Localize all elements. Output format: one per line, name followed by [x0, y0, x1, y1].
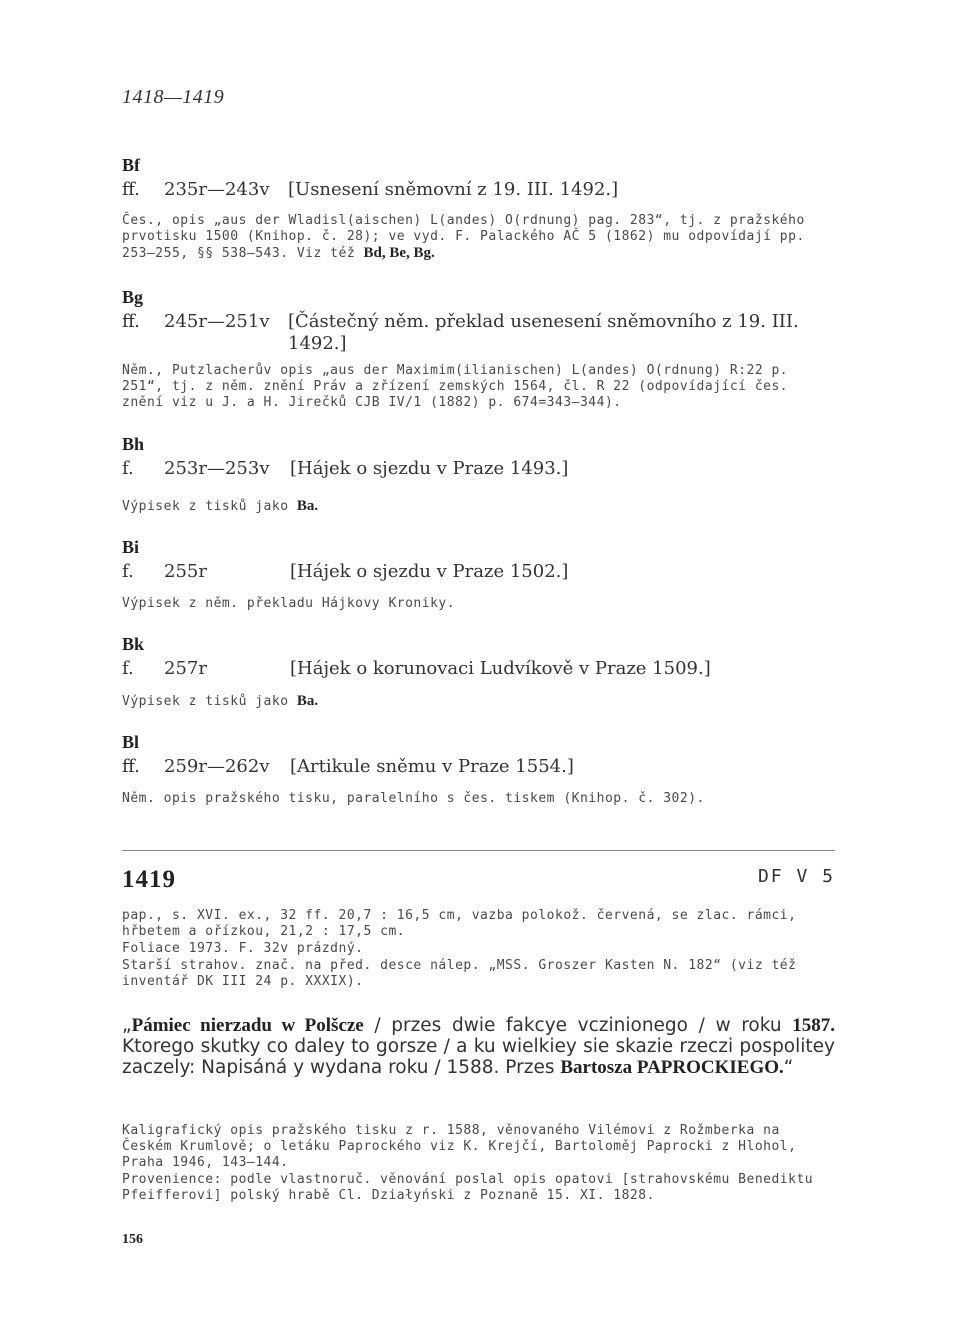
title-bold-1: Pámiec nierzadu w Polšcze [131, 1015, 364, 1036]
folio-line-bg [122, 311, 799, 355]
note-bl: Něm. opis pražského tisku, paralelního s čes. tiskem (Knihop. č. 302). [122, 791, 705, 806]
folio-range: 253r—253v [164, 458, 270, 479]
entry-older-marks: Starší strahov. znač. na před. desce nálep. „MSS. Groszer Kasten N. 182“ (viz též inventář DK III 24 p. XXXIX). [122, 958, 797, 989]
folio-title: [Částečný něm. překlad usenesení sněmovního z 19. III. [288, 311, 799, 332]
siglum-bl: Bl [122, 732, 140, 752]
folio-title: [Hájek o korunovaci Ludvíkově v Praze 1509.] [290, 658, 711, 679]
note-text: Čes., opis „aus der Wladisl(aischen) L(andes) O(rdnung) pag. 283“, tj. z pražského prvotisku 1500 (Knihop. č. 28); ve vyd. F. Palackého AČ 5 (1862) mu odpovídají pp. 253—255, §§ 538—543. Viz též [122, 213, 805, 261]
folio-line-bh [122, 458, 568, 479]
folio-prefix: ff. [122, 179, 140, 200]
title-text-2: Ktorego skutky co daley to gorsze / a ku wielkiey sie skazie rzeczi pospolitey zaczely: Napisáná y wydana roku / 1588. Przes [122, 1036, 835, 1078]
title-bold-2: 1587. [792, 1015, 835, 1036]
siglum-bg: Bg [122, 287, 144, 307]
folio-title: [Usnesení sněmovní z 19. III. 1492.] [288, 179, 619, 200]
siglum-bi: Bi [122, 537, 140, 557]
entry-title [122, 1015, 835, 1078]
folio-prefix: f. [122, 561, 134, 582]
folio-prefix: ff. [122, 756, 140, 777]
folio-title: [Hájek o sjezdu v Praze 1502.] [290, 561, 569, 582]
folio-range: 235r—243v [164, 179, 270, 200]
folio-line-bi [122, 561, 568, 582]
folio-line-bl [122, 756, 574, 777]
running-head: 1418—1419 [122, 86, 225, 108]
siglum-bh: Bh [122, 434, 145, 454]
folio-title: [Artikule sněmu v Praze 1554.] [290, 756, 574, 777]
note-reference: Bd, Be, Bg. [363, 245, 435, 261]
folio-line-bf [122, 179, 618, 200]
page-number: 156 [122, 1232, 143, 1247]
title-text-1: / przes dwie fakcye vczinionego / w roku [363, 1015, 793, 1036]
siglum-bk: Bk [122, 634, 145, 654]
note-reference: Ba. [296, 693, 319, 709]
folio-prefix: f. [122, 658, 134, 679]
section-divider [122, 850, 835, 851]
entry-commentary: Kaligrafický opis pražského tisku z r. 1588, věnovaného Vilémovi z Rožmberka na Českém Krumlově; o letáku Paprockého viz K. Krejčí, Bartoloměj Paprocki z Hlohol, Praha 1946, 143—144. [122, 1123, 797, 1170]
note-text: Výpisek z tisků jako [122, 499, 297, 514]
folio-range: 255r [164, 561, 207, 582]
siglum-bf: Bf [122, 155, 140, 175]
entry-foliation: Foliace 1973. F. 32v prázdný. [122, 941, 364, 956]
quote-open: „ [122, 1015, 132, 1036]
note-text: Výpisek z tisků jako [122, 694, 297, 709]
entry-number: 1419 [122, 866, 176, 893]
folio-title-continuation: 1492.] [288, 333, 347, 354]
note-bk [122, 693, 318, 710]
folio-prefix: ff. [122, 311, 140, 332]
folio-prefix: f. [122, 458, 134, 479]
note-bg: Něm., Putzlacherův opis „aus der Maximim(ilianischen) L(andes) O(rdnung) R:22 p. 251“, tj. z něm. znění Práv a zřízení zemských 1564, čl. R 22 (odpovídající čes. znění viz u J. a H. Jirečků CJB IV/1 (1882) p. 674=343—344). [122, 363, 789, 410]
folio-range: 257r [164, 658, 207, 679]
folio-title: [Hájek o sjezdu v Praze 1493.] [290, 458, 569, 479]
folio-line-bk [122, 658, 711, 679]
note-reference: Ba. [296, 498, 319, 514]
shelfmark: DF V 5 [757, 866, 835, 887]
entry-provenance: Provenience: podle vlastnoruč. věnování poslal opis opatovi [strahovskému Benediktu Pfeifferovi] polský hrabě Cl. Działyński z Poznaně 15. XI. 1828. [122, 1172, 814, 1203]
note-bh [122, 498, 318, 515]
folio-range: 259r—262v [164, 756, 270, 777]
folio-range: 245r—251v [164, 311, 270, 332]
note-bf [122, 213, 835, 262]
note-bi: Výpisek z něm. překladu Hájkovy Kroniky. [122, 596, 456, 611]
entry-description: pap., s. XVI. ex., 32 ff. 20,7 : 16,5 cm, vazba polokož. červená, se zlac. rámci, hřbetem a ořízkou, 21,2 : 17,5 cm. [122, 908, 797, 939]
quote-close: “ [783, 1057, 794, 1078]
title-bold-3: Bartosza PAPROCKIEGO. [560, 1057, 784, 1078]
